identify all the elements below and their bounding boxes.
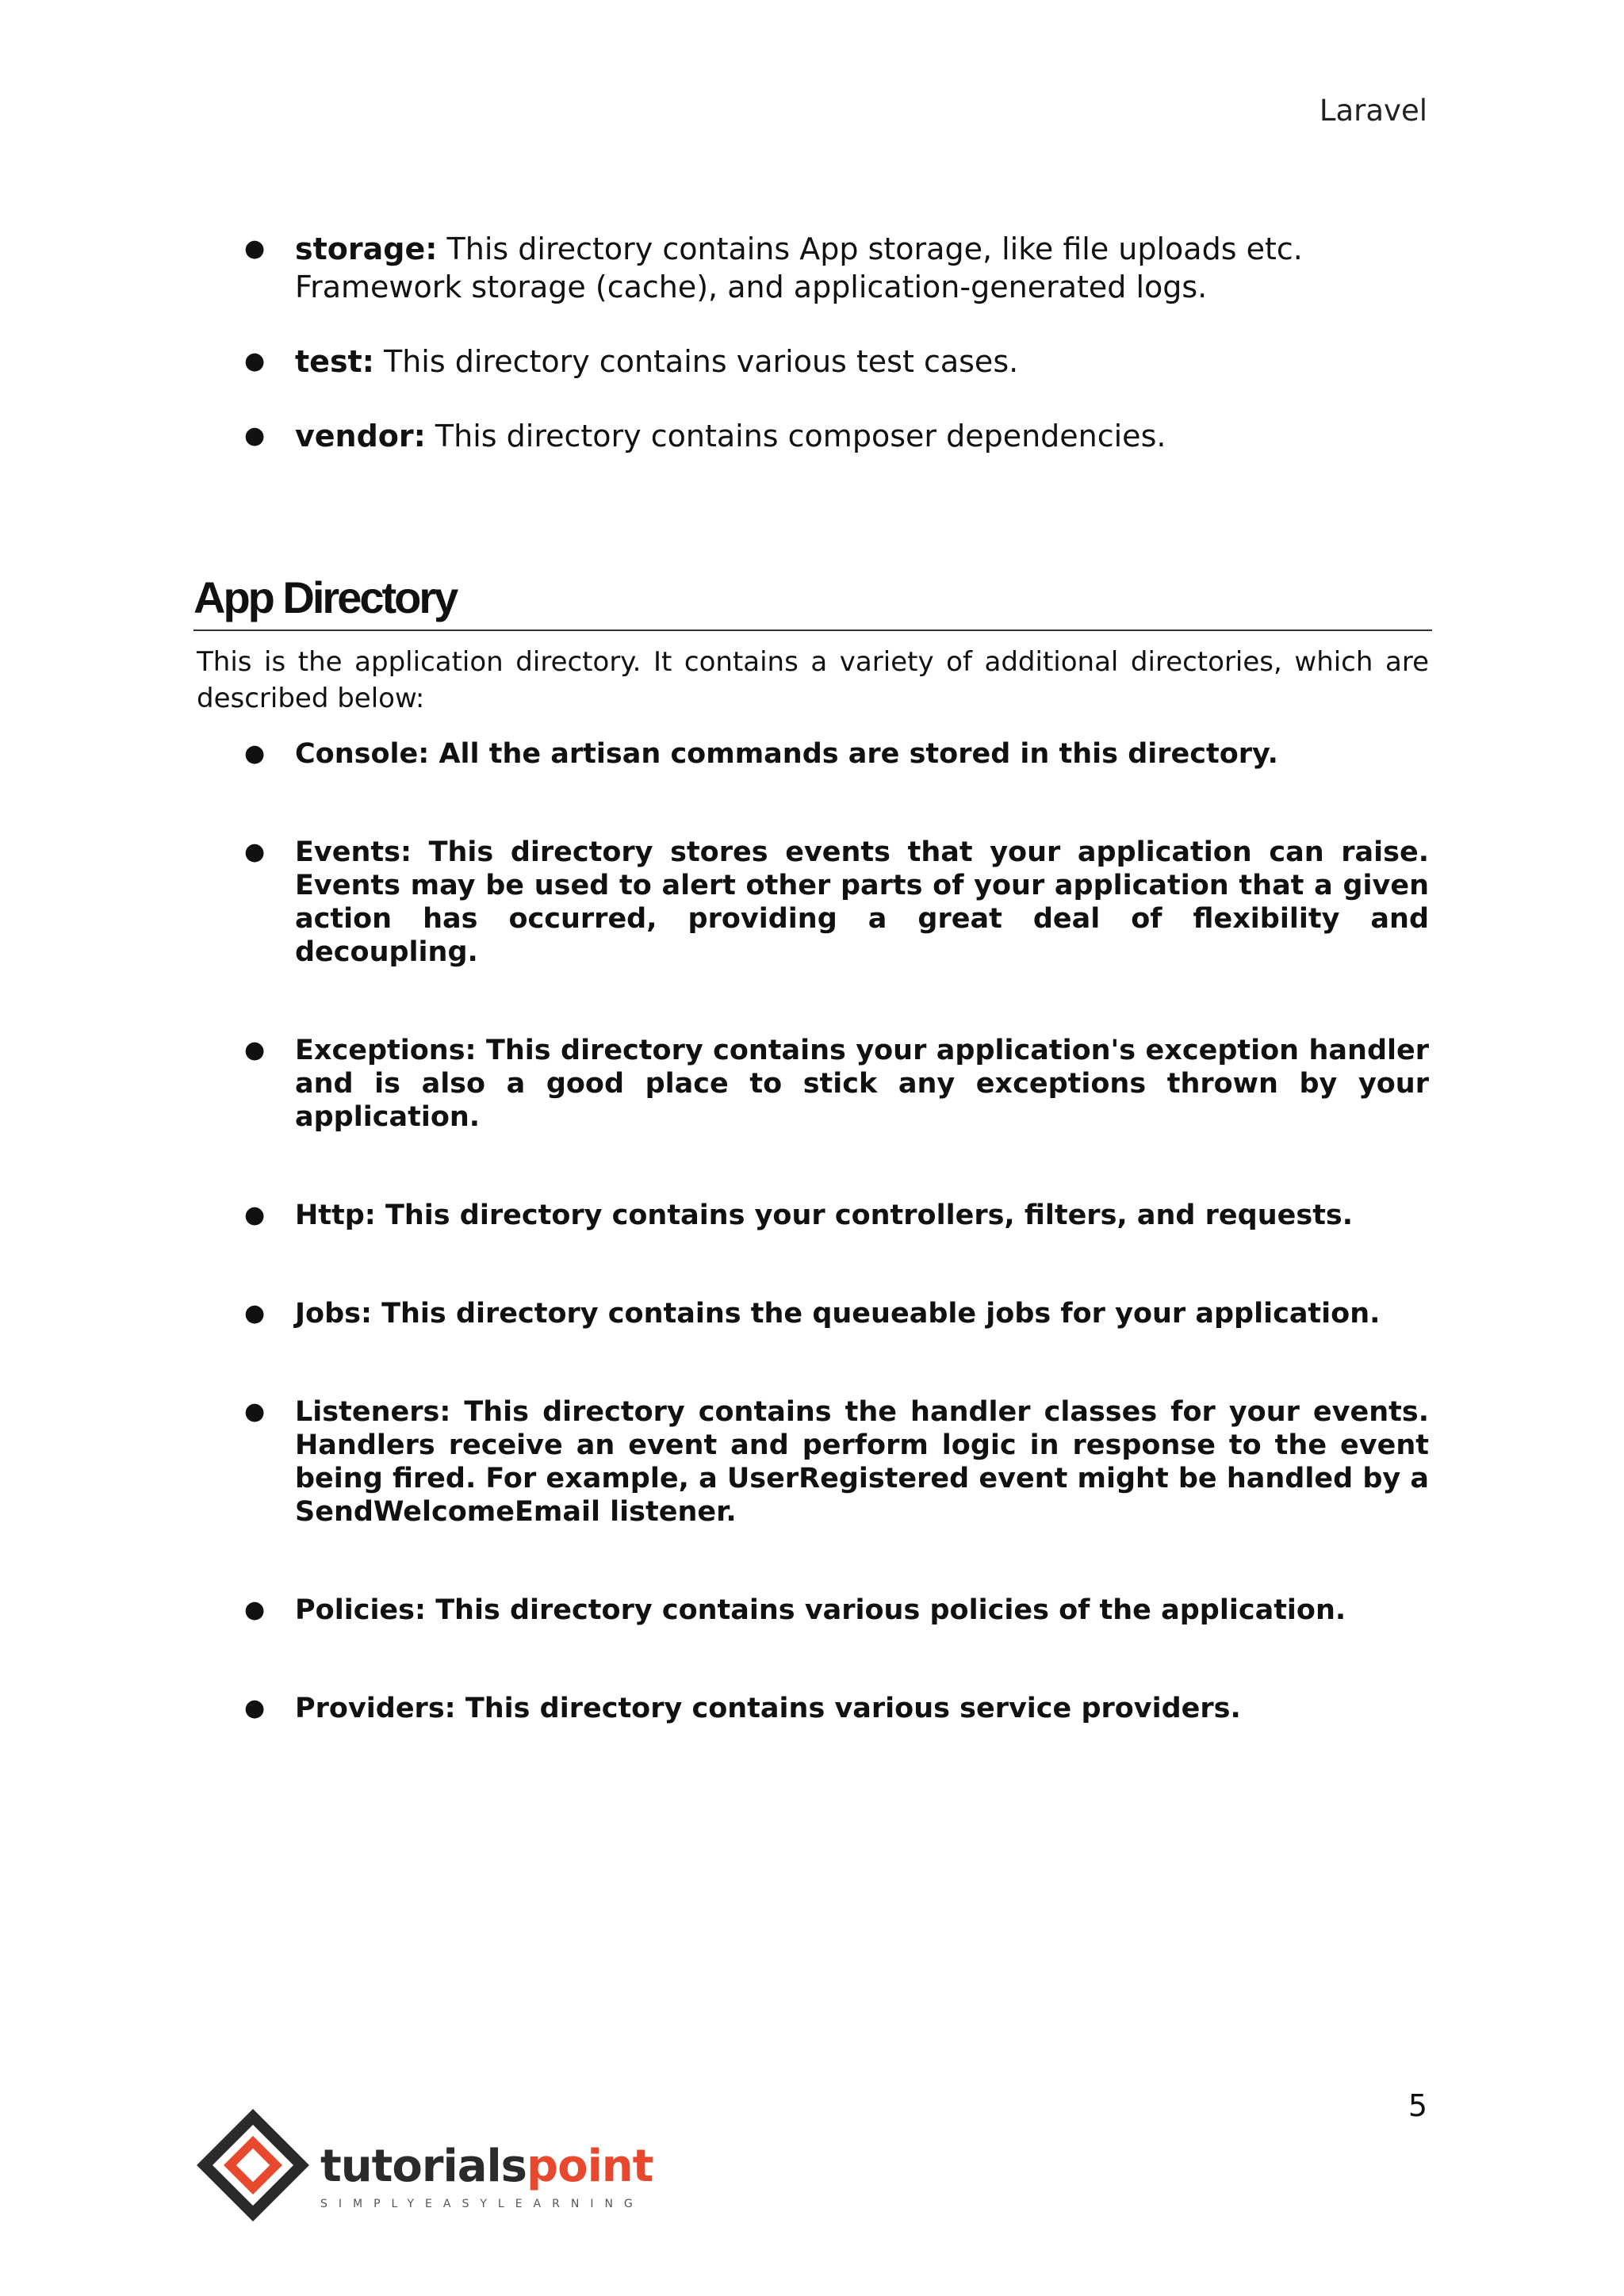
list-item-text: Console: All the artisan commands are stored in this directory. [295,738,1278,770]
bullet-icon: ● [244,1398,266,1425]
bullet-icon: ● [244,838,266,866]
list-item [197,1297,1429,1330]
bullet-icon: ● [244,347,266,375]
list-item-text: Listeners: This directory contains the handler classes for your events. Handlers receive an event and perform logic in response to the event being fired. For example, a UserRegistered event might be handled by a SendWelcomeEmail listener. [295,1396,1430,1528]
list-item-text: Providers: This directory contains various service providers. [295,1693,1241,1724]
logo-diamond-icon [193,2106,312,2225]
page-number: 5 [1408,2088,1427,2123]
page-header-title: Laravel [1319,94,1427,128]
app-directory-list [197,737,1429,1790]
logo-tagline: SIMPLYEASYLEARNING [320,2198,644,2210]
list-item [197,417,1429,455]
list-item [197,1692,1429,1725]
directory-list [197,230,1429,492]
list-item [197,1594,1429,1627]
list-item [197,1034,1429,1134]
tutorialspoint-logo [193,2106,653,2233]
list-item [197,342,1429,381]
bullet-icon: ● [244,1036,266,1064]
list-item [197,836,1429,969]
bullet-icon: ● [244,1694,266,1722]
bullet-icon: ● [244,740,266,767]
list-item [197,1199,1429,1232]
section-heading: App Directory [193,572,1432,631]
list-item-text: Policies: This directory contains various policies of the application. [295,1594,1346,1626]
list-item-text: Events: This directory stores events that your application can raise. Events may be used to alert other parts of your application that a given action has occurred, providing a great deal of flexibility and decoupling. [295,836,1429,968]
list-item-text: Exceptions: This directory contains your application's exception handler and is also a good place to stick any exceptions thrown by your application. [295,1035,1429,1133]
bullet-icon: ● [244,235,266,262]
bullet-icon: ● [244,1299,266,1327]
list-item-text: This directory contains various test cases. [373,344,1019,379]
list-item-term: test: [295,344,374,379]
section-intro: This is the application directory. It contains a variety of additional directories, which are described below: [197,646,1429,714]
list-item-text: Jobs: This directory contains the queueable jobs for your application. [295,1298,1381,1330]
list-item-term: storage: [295,232,438,266]
bullet-icon: ● [244,1201,266,1229]
list-item-term: vendor: [295,419,426,453]
list-item-text: This directory contains composer dependencies. [425,419,1166,453]
list-item-text: Http: This directory contains your controllers, filters, and requests. [295,1200,1354,1231]
bullet-icon: ● [244,1596,266,1624]
list-item-text: This directory contains App storage, like file uploads etc. Framework storage (cache), and application-generated logs. [295,232,1303,304]
list-item [197,1395,1429,1529]
logo-wordmark: tutorialspoint [320,2141,653,2192]
bullet-icon: ● [244,422,266,450]
list-item [197,230,1429,306]
list-item [197,737,1429,771]
